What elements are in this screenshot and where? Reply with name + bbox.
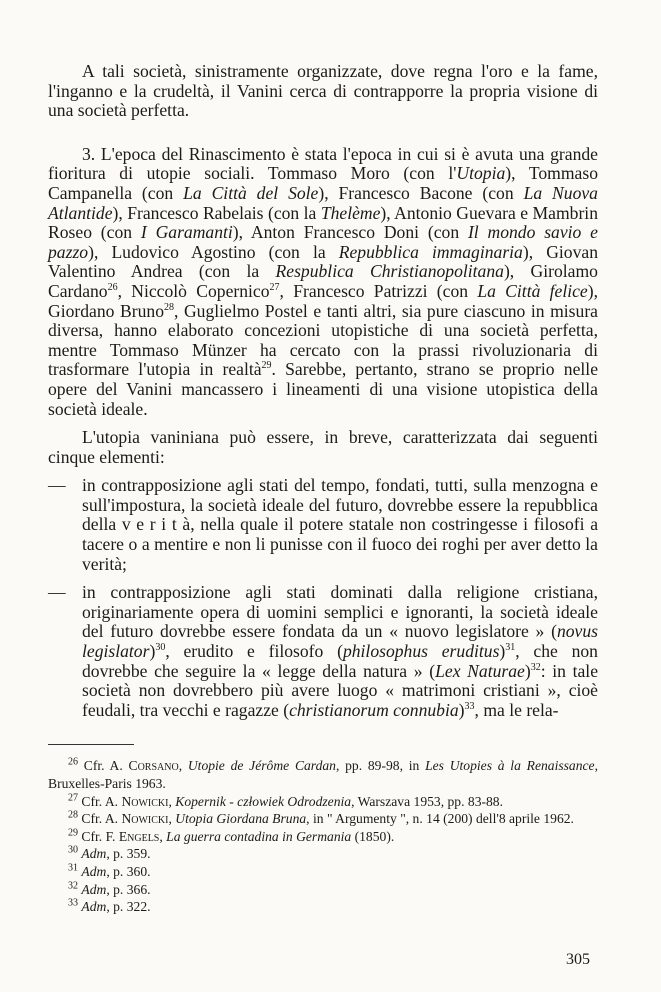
footnote-ref-33: 33 xyxy=(464,700,475,712)
body-text xyxy=(48,62,598,720)
paragraph-1: A tali società, sinistramente organizzate, dove regna l'oro e la fame, l'inganno e la crudeltà, il Vanini cerca di contrapporre la propria visione di una società perfetta. xyxy=(48,61,598,121)
footnote-31: $^{31}$ Adm, p. 360. xyxy=(68,862,151,879)
footnote-ref-29: 29 xyxy=(261,360,272,372)
footnote-27: $^{27}$ Cfr. A. Nowicki, Kopernik - człowiek Odrodzenia, Warszava 1953, pp. 83-88. xyxy=(68,792,504,809)
footnote-ref-27: 27 xyxy=(269,282,280,294)
footnote-ref-30: 30 xyxy=(155,642,166,654)
dash-marker: — xyxy=(48,582,66,603)
footnote-ref-26: 26 xyxy=(107,282,118,294)
footnote-32: $^{32}$ Adm, p. 366. xyxy=(68,880,151,897)
dash-marker: — xyxy=(48,475,66,496)
footnote-30: $^{30}$ Adm, p. 359. xyxy=(68,844,151,862)
footnote-ref-31: 31 xyxy=(505,642,516,654)
paragraph-3: L'utopia vaniniana può essere, in breve, caratterizzata dai seguenti cinque elementi: xyxy=(48,427,598,467)
paragraph-2: 3. L'epoca del Rinascimento è stata l'epoca in cui si è avuta una grande fioritura di utopie sociali. Tommaso Moro (con l'Utopia), Tommaso Campanella (con La Città del Sole), Francesco Bacone (con La Nuova Atlantide), Francesco Rabelais (con la Thelème), Antonio Guevara e Mambrin Roseo (con I Garamanti), Anton Francesco Doni (con Il mondo savio e pazzo), Ludovico Agostino (con la Repubblica immaginaria), Giovan Valentino Andrea (con la Respublica Christianopolitana), Girolamo Cardano$^{26}$, Niccolò Copernico$^{27}$, Francesco Patrizzi (con La Città felice), Giordano Bruno$^{28}$, Guglielmo Postel e tanti altri, sia pure ciascuno in misura diversa, hanno elaborato concezioni utopistiche di una società perfetta, mentre Tommaso Münzer ha cercato con la prassi rivoluzionaria di trasformare l'utopia in realtà$^{29}$. Sarebbe, pertanto, strano se proprio nelle opere del Vanini mancassero i lineamenti di una visione utopistica della società ideale. xyxy=(48,143,598,419)
footnote-33: $^{33}$ Adm, p. 322. xyxy=(68,897,151,915)
footnote-26: $^{26}$ Cfr. A. Corsano, Utopie de Jérôme Cardan, pp. 89-98, in Les Utopies à la Renaissance, Bruxelles-Paris 1963. xyxy=(48,756,598,791)
footnote-28: $^{28}$ Cfr. A. Nowicki, Utopia Giordana Bruna, in " Argumenty ", n. 14 (200) dell'8 aprile 1962. xyxy=(68,809,574,827)
page-number: 305 xyxy=(566,951,590,968)
page-content xyxy=(48,62,598,916)
footnotes xyxy=(48,757,598,915)
footnote-29: $^{29}$ Cfr. F. Engels, La guerra contadina in Germania (1850). xyxy=(68,827,395,844)
footnote-ref-28: 28 xyxy=(164,301,174,313)
list-item: — in contrapposizione agli stati del tempo, fondati, tutti, sulla menzogna e sull'impostura, la società ideale del futuro, dovrebbe essere la repubblica della v e r i t à, nella quale il potere statale non costringesse i filosofi a tacere o a mentire e non li punisse con il fuoco dei roghi per aver detto la verità; xyxy=(48,475,599,574)
footnote-ref-32: 32 xyxy=(530,661,541,673)
footnote-divider xyxy=(48,744,134,745)
spaced-word: v e r i t à xyxy=(121,514,191,535)
list-item: — in contrapposizione agli stati dominati dalla religione cristiana, originariamente opera di uomini semplici e ignoranti, la società ideale del futuro dovrebbe essere fondata da un « nuovo legislatore » (novus legislator)$^{30}$, erudito e filosofo (philosophus eruditus)$^{31}$, che non dovrebbe che seguire la « legge della natura » (Lex Naturae)$^{32}$: in tale società non dovrebbero più avere luogo « matrimoni cristiani », cioè feudali, tra vecchi e ragazze (christianorum connubia)$^{33}$, ma le rela- xyxy=(48,582,599,720)
